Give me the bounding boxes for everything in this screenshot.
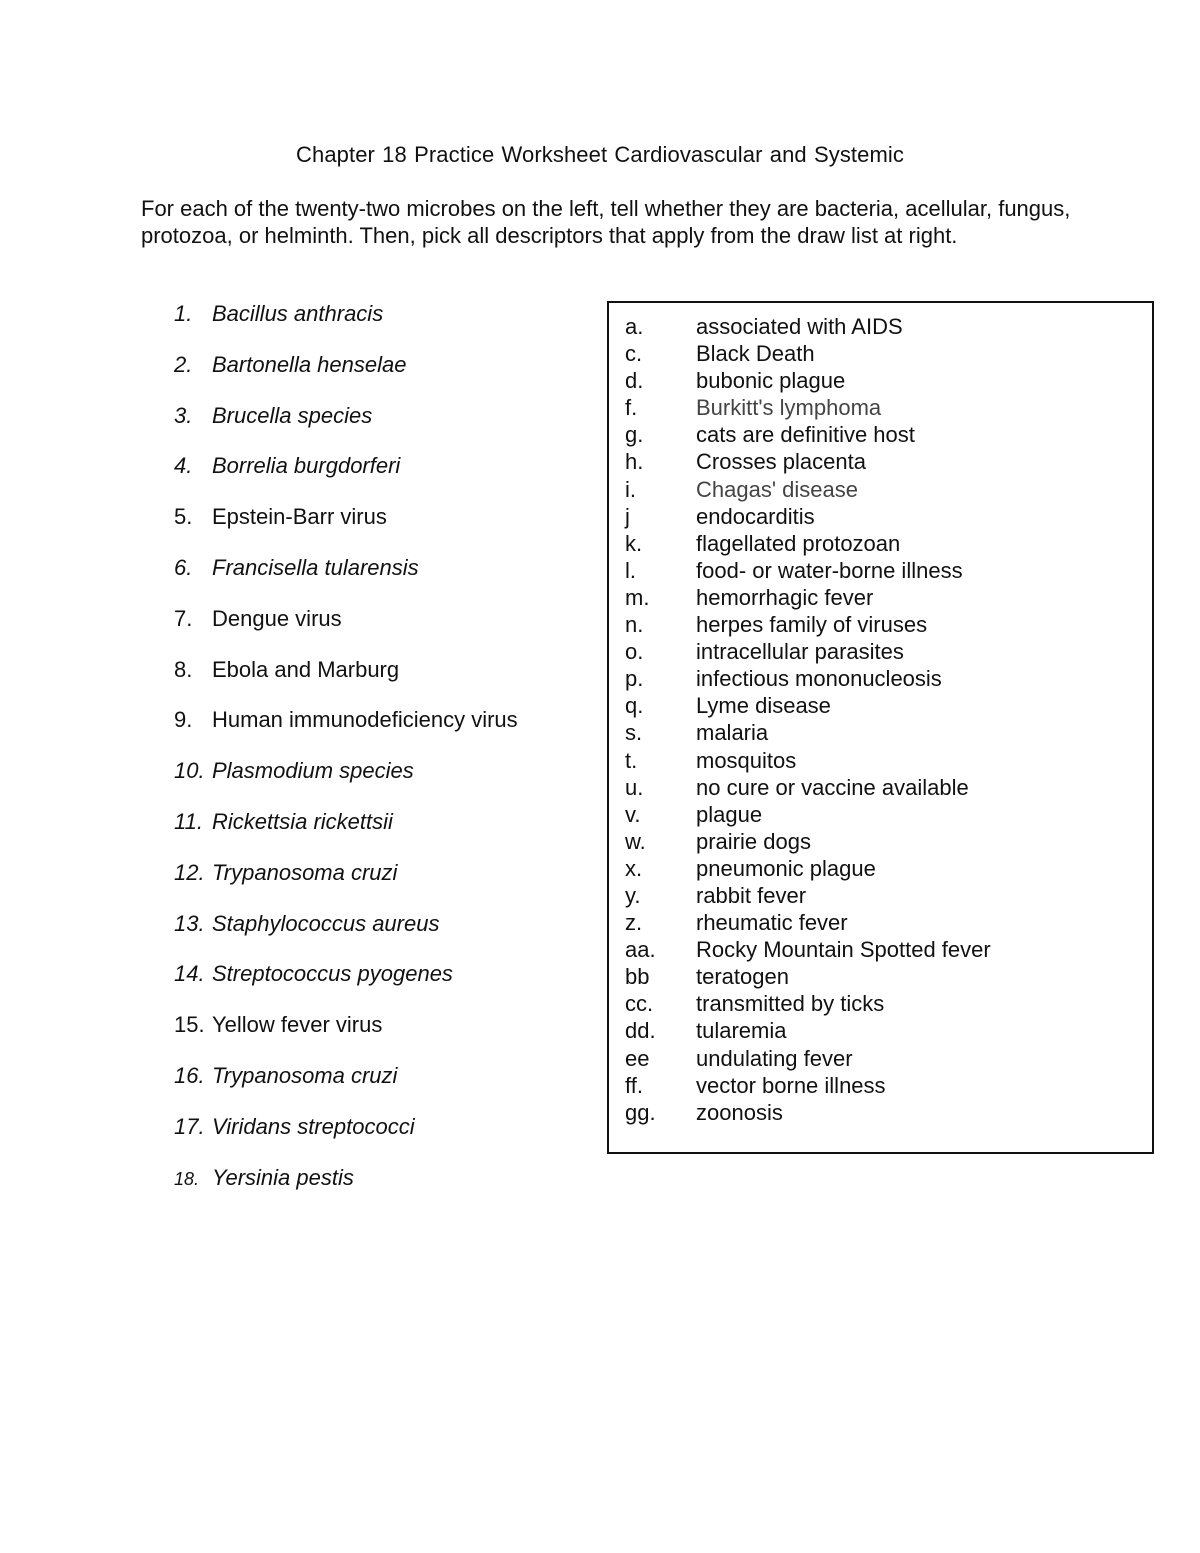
descriptor-text: mosquitos — [696, 747, 797, 773]
descriptor-item — [625, 611, 991, 638]
microbe-name: Bacillus anthracis — [212, 301, 384, 326]
microbe-number: 13. — [174, 910, 205, 936]
microbe-item — [174, 1113, 594, 1164]
microbe-item — [174, 402, 594, 453]
descriptor-item — [625, 936, 991, 963]
descriptor-item — [625, 665, 991, 692]
descriptor-item — [625, 774, 991, 801]
descriptor-letter: t. — [625, 747, 638, 773]
descriptor-letter: x. — [625, 855, 643, 881]
descriptor-item — [625, 503, 991, 530]
microbe-item — [174, 1062, 594, 1113]
microbe-name: Streptococcus pyogenes — [212, 961, 453, 987]
descriptor-text: flagellated protozoan — [696, 530, 901, 556]
descriptor-text: prairie dogs — [696, 828, 811, 854]
descriptor-text: teratogen — [696, 964, 789, 990]
descriptor-text: rheumatic fever — [696, 910, 848, 936]
descriptor-text: no cure or vaccine available — [696, 774, 969, 800]
descriptor-text: zoonosis — [696, 1099, 783, 1125]
descriptor-item — [625, 747, 991, 774]
descriptor-text: undulating fever — [696, 1045, 853, 1071]
descriptor-text: associated with AIDS — [696, 314, 903, 339]
microbe-item — [174, 554, 594, 605]
descriptor-letter: c. — [625, 341, 643, 367]
microbe-name: Epstein-Barr virus — [212, 504, 387, 530]
descriptor-letter: h. — [625, 449, 644, 475]
microbe-list — [174, 300, 594, 1214]
descriptor-text: intracellular parasites — [696, 639, 904, 665]
descriptor-letter: f. — [625, 395, 638, 421]
descriptor-text: transmitted by ticks — [696, 991, 885, 1017]
microbe-name: Dengue virus — [212, 605, 342, 631]
descriptor-box — [607, 301, 1154, 1154]
descriptor-letter: ff. — [625, 1072, 643, 1098]
microbe-number: 5. — [174, 504, 193, 530]
microbe-number: 18. — [174, 1168, 200, 1189]
descriptor-text: Lyme disease — [696, 693, 831, 719]
descriptor-item — [625, 1072, 991, 1099]
descriptor-text: tularemia — [696, 1018, 787, 1044]
microbe-name: Human immunodeficiency virus — [212, 707, 518, 733]
descriptor-letter: w. — [625, 828, 646, 854]
descriptor-letter: a. — [625, 314, 644, 339]
microbe-item — [174, 351, 594, 402]
microbe-name: Trypanosoma cruzi — [212, 1062, 398, 1088]
descriptor-letter: l. — [625, 557, 636, 583]
descriptor-text: Black Death — [696, 341, 815, 367]
descriptor-item — [625, 557, 991, 584]
microbe-item — [174, 452, 594, 503]
microbe-item — [174, 503, 594, 554]
descriptor-list — [625, 313, 991, 1126]
microbe-number: 9. — [174, 707, 193, 733]
microbe-number: 17. — [174, 1113, 205, 1139]
microbe-item — [174, 300, 594, 351]
microbe-name: Francisella tularensis — [212, 554, 419, 580]
descriptor-letter: d. — [625, 368, 644, 394]
descriptor-item — [625, 530, 991, 557]
descriptor-item — [625, 448, 991, 475]
microbe-number: 8. — [174, 656, 193, 682]
descriptor-letter: aa. — [625, 937, 656, 963]
descriptor-letter: m. — [625, 584, 650, 610]
descriptor-item — [625, 990, 991, 1017]
descriptor-text: cats are definitive host — [696, 422, 915, 448]
descriptor-letter: g. — [625, 422, 644, 448]
descriptor-letter: s. — [625, 720, 643, 746]
microbe-number: 1. — [174, 301, 193, 326]
descriptor-item — [625, 367, 991, 394]
microbe-number: 6. — [174, 554, 193, 580]
descriptor-text: Rocky Mountain Spotted fever — [696, 937, 991, 963]
microbe-number: 15. — [174, 1012, 205, 1038]
worksheet-title: Chapter 18 Practice Worksheet Cardiovascular and Systemic — [296, 142, 904, 167]
descriptor-item — [625, 719, 991, 746]
microbe-item — [174, 1164, 594, 1215]
microbe-name: Bartonella henselae — [212, 351, 407, 377]
descriptor-letter: cc. — [625, 991, 654, 1017]
descriptor-item — [625, 584, 991, 611]
microbe-number: 12. — [174, 859, 205, 885]
descriptor-item — [625, 313, 991, 340]
descriptor-letter: p. — [625, 666, 644, 692]
microbe-name: Plasmodium species — [212, 758, 414, 784]
microbe-number: 7. — [174, 605, 193, 631]
descriptor-item — [625, 476, 991, 503]
descriptor-item — [625, 963, 991, 990]
descriptor-item — [625, 855, 991, 882]
microbe-name: Viridans streptococci — [212, 1113, 415, 1139]
microbe-name: Yersinia pestis — [212, 1164, 354, 1190]
microbe-name: Yellow fever virus — [212, 1012, 383, 1038]
descriptor-text: bubonic plague — [696, 368, 846, 394]
descriptor-item — [625, 1045, 991, 1072]
instructions-paragraph: For each of the twenty-two microbes on the left, tell whether they are bacteria, acellular, fungus, protozoa, or helminth. Then, pick all descriptors that apply from the draw list at right. — [141, 196, 1071, 248]
descriptor-letter: j — [625, 503, 630, 529]
microbe-item — [174, 910, 594, 961]
descriptor-item — [625, 1017, 991, 1044]
descriptor-item — [625, 394, 991, 421]
microbe-name: Staphylococcus aureus — [212, 910, 440, 936]
microbe-number: 11. — [174, 808, 203, 834]
descriptor-text: Burkitt's lymphoma — [696, 395, 882, 421]
descriptor-item — [625, 421, 991, 448]
microbe-item — [174, 808, 594, 859]
descriptor-item — [625, 1099, 991, 1126]
descriptor-text: endocarditis — [696, 503, 815, 529]
microbe-number: 4. — [174, 453, 193, 479]
descriptor-letter: bb — [625, 964, 650, 990]
microbe-name: Brucella species — [212, 402, 373, 428]
descriptor-item — [625, 692, 991, 719]
descriptor-text: Chagas' disease — [696, 476, 858, 502]
descriptor-text: herpes family of viruses — [696, 612, 928, 638]
microbe-item — [174, 605, 594, 656]
descriptor-letter: ee — [625, 1045, 650, 1071]
microbe-item — [174, 1011, 594, 1062]
descriptor-text: plague — [696, 801, 763, 827]
descriptor-letter: u. — [625, 774, 644, 800]
microbe-name: Ebola and Marburg — [212, 656, 400, 682]
descriptor-text: hemorrhagic fever — [696, 584, 874, 610]
descriptor-text: malaria — [696, 720, 769, 746]
descriptor-letter: y. — [625, 882, 641, 908]
descriptor-text: rabbit fever — [696, 882, 807, 908]
descriptor-letter: dd. — [625, 1018, 656, 1044]
descriptor-item — [625, 340, 991, 367]
descriptor-letter: q. — [625, 693, 644, 719]
descriptor-text: pneumonic plague — [696, 855, 876, 881]
microbe-name: Borrelia burgdorferi — [212, 453, 401, 479]
microbe-number: 10. — [174, 758, 205, 784]
descriptor-item — [625, 909, 991, 936]
microbe-item — [174, 859, 594, 910]
descriptor-text: vector borne illness — [696, 1072, 886, 1098]
descriptor-letter: i. — [625, 476, 636, 502]
descriptor-item — [625, 882, 991, 909]
microbe-name: Rickettsia rickettsii — [212, 808, 393, 834]
descriptor-letter: gg. — [625, 1099, 656, 1125]
microbe-name: Trypanosoma cruzi — [212, 859, 398, 885]
microbe-item — [174, 757, 594, 808]
microbe-number: 3. — [174, 402, 193, 428]
microbe-item — [174, 706, 594, 757]
microbe-item — [174, 960, 594, 1011]
descriptor-text: food- or water-borne illness — [696, 557, 963, 583]
descriptor-item — [625, 801, 991, 828]
descriptor-letter: o. — [625, 639, 644, 665]
microbe-number: 14. — [174, 961, 205, 987]
descriptor-text: infectious mononucleosis — [696, 666, 942, 692]
microbe-item — [174, 656, 594, 707]
descriptor-letter: k. — [625, 530, 643, 556]
descriptor-text: Crosses placenta — [696, 449, 866, 475]
descriptor-letter: v. — [625, 801, 641, 827]
microbe-number: 2. — [174, 351, 193, 377]
descriptor-letter: n. — [625, 612, 644, 638]
microbe-number: 16. — [174, 1062, 205, 1088]
descriptor-item — [625, 828, 991, 855]
descriptor-item — [625, 638, 991, 665]
descriptor-letter: z. — [625, 910, 643, 936]
